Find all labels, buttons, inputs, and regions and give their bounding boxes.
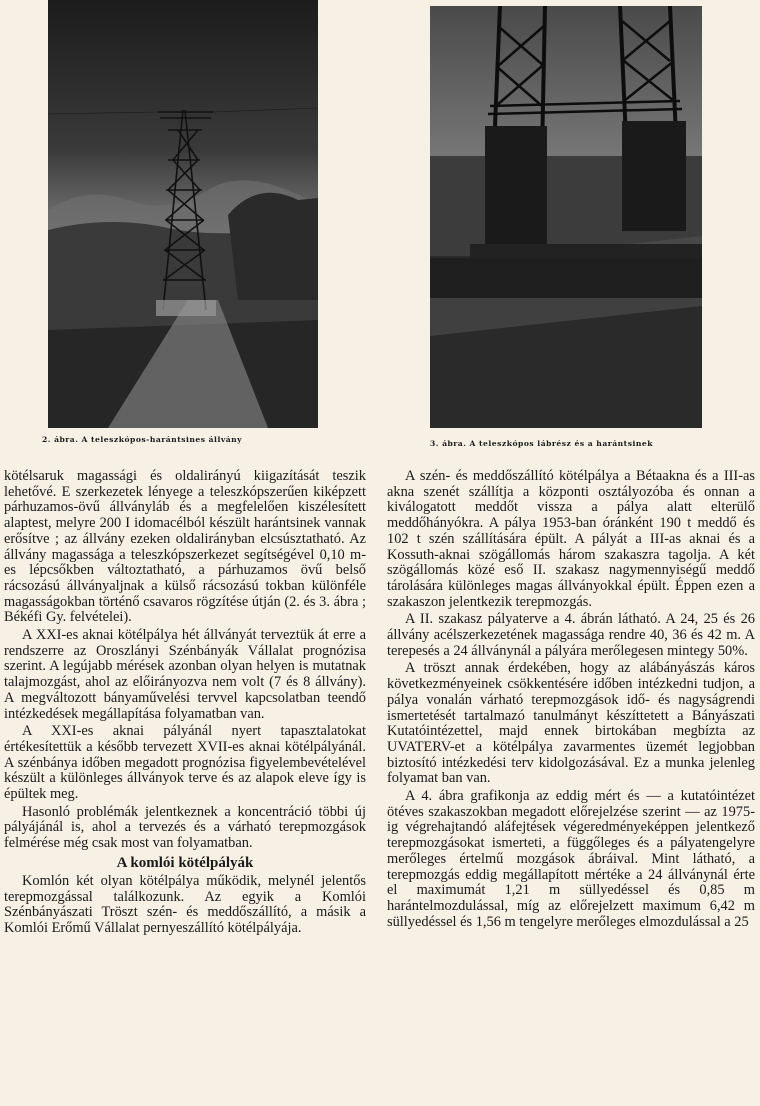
telescopic-leg-photo-image [430,6,702,428]
right-paragraph-1: A szén- és meddőszállító kötélpálya a Bétaakna és a III-as akna szenét szállítja a központi osztályozóba és onnan a kiválogatott meddőt vissza a pálya alatt elterülő meddőhányókra. A pálya 1953-ban óránként 190 t meddő és 102 t szén szállítására épült. A pályát a III-as aknai és a Kossuth-aknai szögállomás három szakaszra tagolja. A két szögállomás közé eső II. szakasz nagymennyiségű meddő tárolására különleges magas állványokkal épült. Éppen ezen a szakaszon jelentkezik terepmozgás. [387,468,755,610]
section-heading: A komlói kötélpályák [116,854,254,871]
figure-3-photo [430,6,702,428]
figure-2-photo [48,0,318,428]
left-paragraph-4: Hasonló problémák jelentkeznek a koncentráció többi új pályájánál is, ahol a tervezés és a várható terepmozgások felmérése még csak most van folyamatban. [4,803,366,852]
left-paragraph-3: A XXI-es aknai pályánál nyert tapasztalatokat értékesítettük a később tervezett XVII-es aknai kötélpályánál. A szénbánya időben megadott prognózisa figyelembevételével készült a különleges állványok terve és az alapok eleve így is épültek meg. [4,723,366,803]
right-paragraph-4: A 4. ábra grafikonja az eddig mért és — a kutatóintézet ötéves szakaszokban megadott előrejelzése szerint — az 1975-ig végrehajtandó aláfejtések végeredményeképpen jelentkező terepmozgásokat ismerteti, a függőleges és a pályatengelyre merőleges értelmű mozgások ábráival. Mint látható, a terepmozgás eddig megállapított mértéke a 24 állványnál érte el maximumát 1,21 m süllyedéssel és 0,85 m harántelmozdulással, míg az előrejelzett maximum 6,42 m süllyedéssel és 1,56 m tengelyre merőleges elmozdulással a 25 [387,788,755,930]
left-paragraph-1: kötélsaruk magassági és oldalirányú kiigazítását teszik lehetővé. E szerkezetek lényege a teleszkópszerűen kiképzett párhuzamos-övű állványláb és a megfelelően kiszélesített alaptest, melyre 200 I idomacélból készült harántsinek vannak erősítve ; az állvány ezeken oldalirányban elcsúsztatható. Az állvány magassága a teleszkópszerkezet segítségével 0,10 m-es lépcsőkben változtatható, a párhuzamos övű belső rácsozású állványaljnak a külső rácsozású tokban különféle magasságokban történő csavaros rögzítése útján (2. és 3. ábra ; Békéfi Gy. felvételei). [4,468,366,626]
left-paragraph-2: A XXI-es aknai kötélpálya hét állványát terveztük át erre a rendszerre az Oroszlányi Szénbányák Vállalat prognózisa szerint. A legújabb mérések azonban olyan helyen is mutatnak talajmozgást, ahol az előirányozva nem volt (7 és 8 állvány). A megváltozott bányaművelési tervvel kapcsolatban teendő intézkedések megállapítása folyamatban van. [4,627,366,722]
right-paragraph-3: A tröszt annak érdekében, hogy az alábányászás káros következményeinek csökkentésére időben intézkedni tudjon, a pálya vonalán várható terepmozgások idő- és nagyságrendi ismertetését tartalmazó tanulmányt készíttetett a Bányászati Kutatóintézettel, majd ennek birtokában megbízta az UVATERV-et a kötélpálya zavarmentes üzemét legjobban biztosító intézkedési terv kidolgozásával. Ez a munka jelenleg folyamat ban van. [387,660,755,787]
tower-photo-image [48,0,318,428]
left-paragraph-5: Komlón két olyan kötélpálya működik, melynél jelentős terepmozgással találkozunk. Az egyik a Komlói Szénbányászati Tröszt szén- és meddőszállító, a másik a Komlói Erőmű Vállalat pernyeszállító kötélpályája. [4,872,366,936]
right-text-column [387,469,755,930]
figure-2-caption: 2. ábra. A teleszkópos-harántsines állvány [42,435,243,444]
figure-3-caption: 3. ábra. A teleszkópos lábrész és a harántsinek [430,439,653,448]
right-paragraph-2: A II. szakasz pályaterve a 4. ábrán látható. A 24, 25 és 26 állvány acélszerkezetének magassága rendre 40, 36 és 42 m. A terepesés a 24 állványnál a pályára merőlegesen mintegy 50%. [387,611,755,659]
left-text-column [4,469,366,937]
